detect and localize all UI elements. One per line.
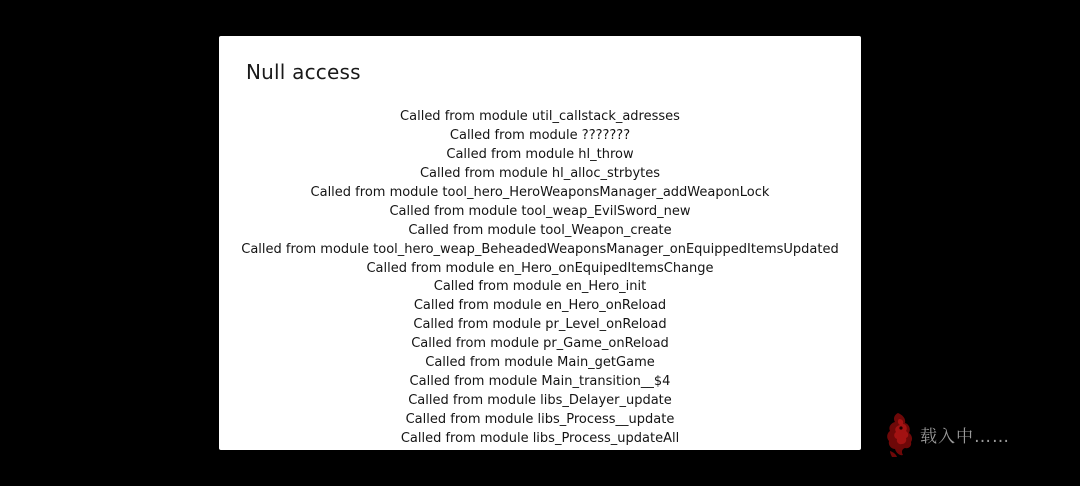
- callstack-line: Called from module tool_weap_EvilSword_new: [389, 203, 691, 219]
- callstack-line: Called from module en_Hero_onEquipedItemsChange: [366, 260, 714, 276]
- callstack-line: Called from module libs_Process__update: [405, 412, 675, 427]
- callstack-line: Called from module pr_Game_onReload: [411, 336, 669, 352]
- callstack-line: Called from module tool_hero_weap_BeheadedWeaponsManager_onEquippedItemsUpdated: [241, 241, 839, 257]
- error-dialog: [219, 36, 861, 450]
- callstack-line: Called from module ???????: [449, 127, 631, 143]
- loading-indicator: [884, 410, 1010, 458]
- callstack-line: Called from module Main_transition__$4: [409, 374, 671, 390]
- loading-text: 载入中……: [920, 426, 1010, 447]
- callstack-line: Called from module tool_hero_HeroWeaponsManager_addWeaponLock: [310, 184, 770, 200]
- callstack-line: Called from module tool_Weapon_create: [408, 222, 672, 238]
- callstack-line: Called from module libs_Process_updateAll: [400, 430, 680, 446]
- callstack-line: Called from module en_Hero_init: [433, 279, 647, 295]
- callstack-line: Called from module util_callstack_adresses: [400, 109, 680, 124]
- callstack-line: Called from module libs_Delayer_update: [408, 393, 672, 409]
- callstack-line: Called from module hl_throw: [446, 146, 634, 162]
- callstack-list: [219, 108, 861, 449]
- callstack-line: Called from module en_Hero_onReload: [413, 298, 667, 314]
- dialog-title: Null access: [246, 60, 361, 84]
- red-dragon-icon: [884, 411, 914, 457]
- callstack-line: Called from module Main_getGame: [425, 355, 655, 371]
- callstack-line: Called from module hl_alloc_strbytes: [419, 165, 661, 181]
- callstack-line: Called from module pr_Level_onReload: [413, 317, 667, 333]
